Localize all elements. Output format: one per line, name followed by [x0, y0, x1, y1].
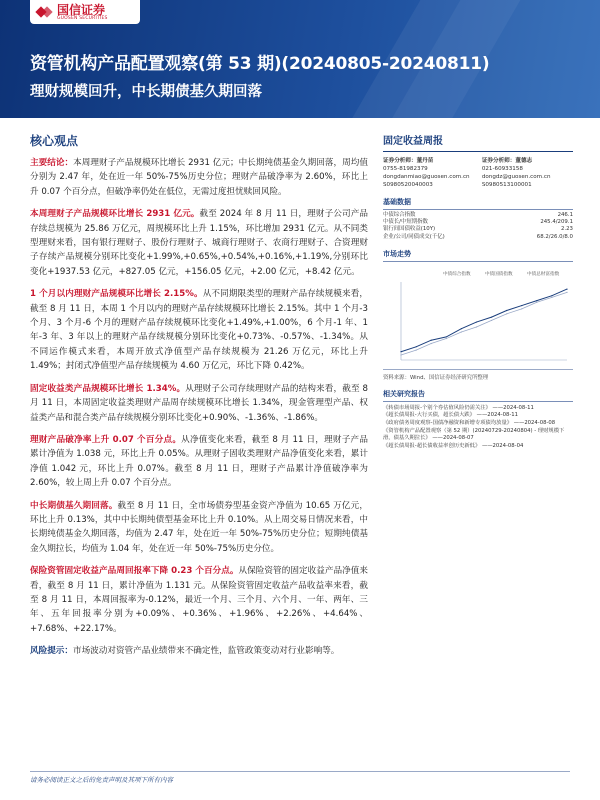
- report-title: 资管机构产品配置观察(第 53 期)(20240805-20240811): [30, 54, 490, 74]
- core-paragraph: [30, 156, 368, 199]
- chart-data-point: [521, 305, 522, 306]
- chart-data-point: [415, 349, 416, 350]
- basic-data-label: 银行间国债收益(10Y): [383, 226, 436, 233]
- paragraph-lead: 1 个月以内理财产品规模环比增长 2.15%。: [30, 289, 203, 300]
- core-paragraphs: [30, 156, 368, 659]
- related-report-item[interactable]: 《超长债周报-超长债收益率创历史新低》 ——2024-08-04: [383, 442, 524, 449]
- chart-data-point: [491, 320, 492, 321]
- chart-data-point: [566, 292, 567, 293]
- basic-data-label: 中债长/中短期指数: [383, 219, 428, 226]
- related-reports-title: 相关研究报告: [383, 389, 573, 402]
- chart-series-line: [401, 292, 567, 355]
- analyst-name: 董丹苗: [416, 158, 434, 164]
- market-chart-svg: [383, 266, 573, 370]
- paragraph-lead: 保险资管固定收益产品周回报率下降 0.23 个百分点。: [30, 566, 239, 577]
- paragraph-body: 本周理财子产品规模环比增长 2931 亿元；中长期纯债基金久期回落，周均值分别为 2.47 年，处在近一年 50%-75%历史分位；理财产品破净率为 2.60%，环比上升 0.07 个百分点，但破净率仍处在低位，无需过度担忧赎回风险。: [30, 158, 368, 197]
- analyst-phone: 0755-81982379: [383, 166, 428, 172]
- related-report-item[interactable]: 《政府债务周度观察-国债净融资和新增专项债均放量》 ——2024-08-08: [383, 420, 556, 426]
- paragraph-lead: 风险提示：: [30, 646, 73, 657]
- chart-data-point: [415, 346, 416, 347]
- report-type: 固定收益周报: [383, 132, 573, 152]
- basic-data-row: [383, 226, 573, 233]
- basic-data-value: 2.23: [560, 226, 573, 233]
- chart-data-point: [446, 338, 447, 339]
- analyst-2: [482, 157, 573, 189]
- analyst-block: [383, 157, 573, 189]
- market-trend-chart: [383, 266, 573, 370]
- basic-data-value: 245.4/209.1: [540, 219, 573, 226]
- chart-data-point: [506, 313, 507, 314]
- chart-data-point: [491, 316, 492, 317]
- basic-data-label: 企业/公司/同债成交(千亿): [383, 233, 445, 240]
- paragraph-body: 从理财子公司存续理财产品的结构来看，截至 8 月 11 日，本周固定收益类理财产品周存续规模环比增长 1.34%，现金管理型产品、权益类产品和混合类产品存续规模分别环比变化+0.90%、-1.36%、-1.86%。: [30, 383, 369, 423]
- basic-data-title: 基础数据: [383, 197, 573, 210]
- paragraph-lead: 本周理财子产品规模环比增长 2931 亿元。: [30, 209, 200, 220]
- related-reports-list: [383, 405, 573, 451]
- paragraph-body: 截至 8 月 11 日，全市场债券型基金资产净值为 10.65 万亿元，环比上升 0.13%，其中中长期纯债型基金环比上升 0.10%。从上周交易日情况来看，中长期纯债基金久期回落，均值为 2.47 年，处在近一年 50%-75%历史分位；短期纯债基金久期拉长，均值为 1.04 年，处在近一年 50%-75%历史分位。: [30, 500, 368, 554]
- logo-en-text: GUOSEN SECURITIES: [57, 15, 108, 21]
- analyst-license: S0980513100001: [481, 182, 532, 188]
- analyst-email[interactable]: dongdanmiao@guosen.com.cn: [383, 174, 470, 180]
- analyst-phone: 021-60933158: [481, 166, 523, 172]
- basic-data-table: [383, 212, 573, 241]
- chart-data-point: [476, 321, 477, 322]
- paragraph-body: 从不同期限类型的理财产品存续规模来看，截至 8 月 11 日，本周 1 个月以内的理财产品存续规模环比增长 2.15%。其中 1 个月-3 个月、3 个月-6 个月的理财产品存续规模环比变化+1.49%,+1.00%，6 个月-1 年、1 年-3 年、3 年以上的理财产品存续规模分别环比变化+0.73%、-0.57%、-1.34%。从不同运作模式来看，本周开放式净值型产品存续规模为 21.26 万亿元，环比上升 1.49%；封闭式净值型产品存续规模为 4.60 万亿元，环比下降 0.42%。: [30, 289, 368, 372]
- chart-data-point: [461, 331, 462, 332]
- chart-data-point: [536, 300, 537, 301]
- paragraph-body: 截至 2024 年 8 月 11 日，理财子公司产品存续总规模为 25.86 万亿元，周规模环比上升 1.15%，环比增加 2931 亿元。从不同类型理财来看，国有银行理财子、股份行理财子、城商行理财子、农商行理财子、合资理财子存续产品规模分别环比变化+1.99%,+0.65%,+0.54%,+0.16%,+1.19%,分别环比变化+1937.53 亿元，+827.05 亿元，+156.05 亿元，+2.00 亿元，+8.42 亿元。: [30, 209, 369, 277]
- chart-data-point: [476, 326, 477, 327]
- related-report-item[interactable]: 《资管机构产品配置观察（第 52 期）(20240729-20240804) - 理财规模下滑，债基久期拉长》 ——2024-08-07: [383, 427, 565, 442]
- core-paragraph: [30, 433, 368, 491]
- paragraph-lead: 中长期债基久期回落。: [30, 500, 118, 511]
- sidebar: [383, 132, 573, 450]
- basic-data-value: 246.1: [557, 212, 573, 218]
- core-paragraph: [30, 287, 368, 373]
- core-views-section: [30, 132, 368, 667]
- analyst-email[interactable]: dongdz@guosen.com.cn: [481, 174, 551, 180]
- analyst-role: 证券分析师：: [481, 158, 516, 164]
- analyst-name: 董德志: [515, 158, 533, 164]
- guosen-logo: [30, 0, 140, 24]
- core-paragraph: [30, 644, 368, 658]
- paragraph-lead: 主要结论：: [30, 158, 74, 168]
- chart-data-point: [506, 310, 507, 311]
- chart-legend-entry: 中债总财富指数: [527, 271, 560, 277]
- chart-data-point: [461, 328, 462, 329]
- chart-source: 资料来源：Wind、国信证券经济研究所整理: [383, 374, 489, 381]
- paragraph-lead: 固定收益类产品规模环比增长 1.34%。: [30, 383, 186, 394]
- core-paragraph: [30, 382, 368, 425]
- chart-data-point: [551, 297, 552, 298]
- core-paragraph: [30, 499, 368, 557]
- chart-data-point: [566, 288, 567, 289]
- paragraph-lead: 理财产品破净率上升 0.07 个百分点。: [30, 434, 182, 445]
- related-report-item[interactable]: 《超长债周报-大行买债，超长债大跌》 ——2024-08-11: [383, 412, 519, 419]
- section-title: 核心观点: [30, 134, 79, 148]
- chart-data-point: [536, 301, 537, 302]
- report-subtitle: 理财规模回升，中长期债基久期回落: [30, 84, 262, 100]
- analyst-role: 证券分析师：: [383, 158, 417, 164]
- report-banner: [0, 0, 600, 118]
- core-paragraph: [30, 207, 368, 279]
- chart-legend-entry: 中债国债指数: [485, 271, 513, 277]
- chart-data-point: [551, 295, 552, 296]
- core-paragraph: [30, 564, 368, 636]
- paragraph-body: 从净值变化来看，截至 8 月 11 日，理财子产品累计净值为 1.038 元，环比上升 0.05%。从理财子固收类理财产品净值变化来看，累计净值 1.042 元，环比上升 0.07%。截至 8 月 11 日，理财子产品累计净值破净率为 2.60%，较上周上升 0.07 个百分点。: [30, 434, 368, 489]
- analyst-license: S0980520040003: [383, 182, 433, 188]
- chart-data-point: [431, 339, 432, 340]
- paragraph-body: 从保险资管的固定收益产品净值来看，截至 8 月 11 日，累计净值为 1.131 元。从保险资管固定收益产品收益率来看，截至 8 月 11 日，本周回报率为-0.12%，最近一个月、三个月、六个月、一年、两年、三年、五年回报率分别为+0.09%、+0.36%、+1.96%、+2.26%、+4.64%、+7.68%、+22.17%。: [30, 566, 368, 634]
- basic-data-row: [383, 234, 573, 241]
- basic-data-label: 中债综合指数: [383, 212, 416, 218]
- basic-data-value: 68.2/26.0/8.0: [536, 233, 573, 240]
- related-report-item[interactable]: 《转债市场周报-个别个券估值风险仍需关注》 ——2024-08-11: [383, 404, 534, 411]
- chart-data-point: [446, 336, 447, 337]
- logo-cn-text: 国信证券: [57, 2, 106, 17]
- logo-mark-icon: [36, 4, 52, 20]
- chart-data-point: [431, 343, 432, 344]
- paragraph-body: 市场波动对资管产品业绩带来不确定性，监管政策变动对行业影响等。: [72, 646, 340, 657]
- chart-data-point: [400, 351, 401, 352]
- analyst-1: [383, 157, 474, 189]
- chart-series-line: [401, 289, 567, 352]
- chart-data-point: [400, 354, 401, 355]
- footer-disclaimer: 请务必阅读正文之后的免责声明及其项下所有内容: [30, 776, 173, 784]
- footer-divider: [30, 771, 570, 772]
- market-trend-title: 市场走势: [383, 249, 573, 262]
- chart-legend-entry: 中债综合指数: [443, 271, 471, 277]
- chart-data-point: [521, 308, 522, 309]
